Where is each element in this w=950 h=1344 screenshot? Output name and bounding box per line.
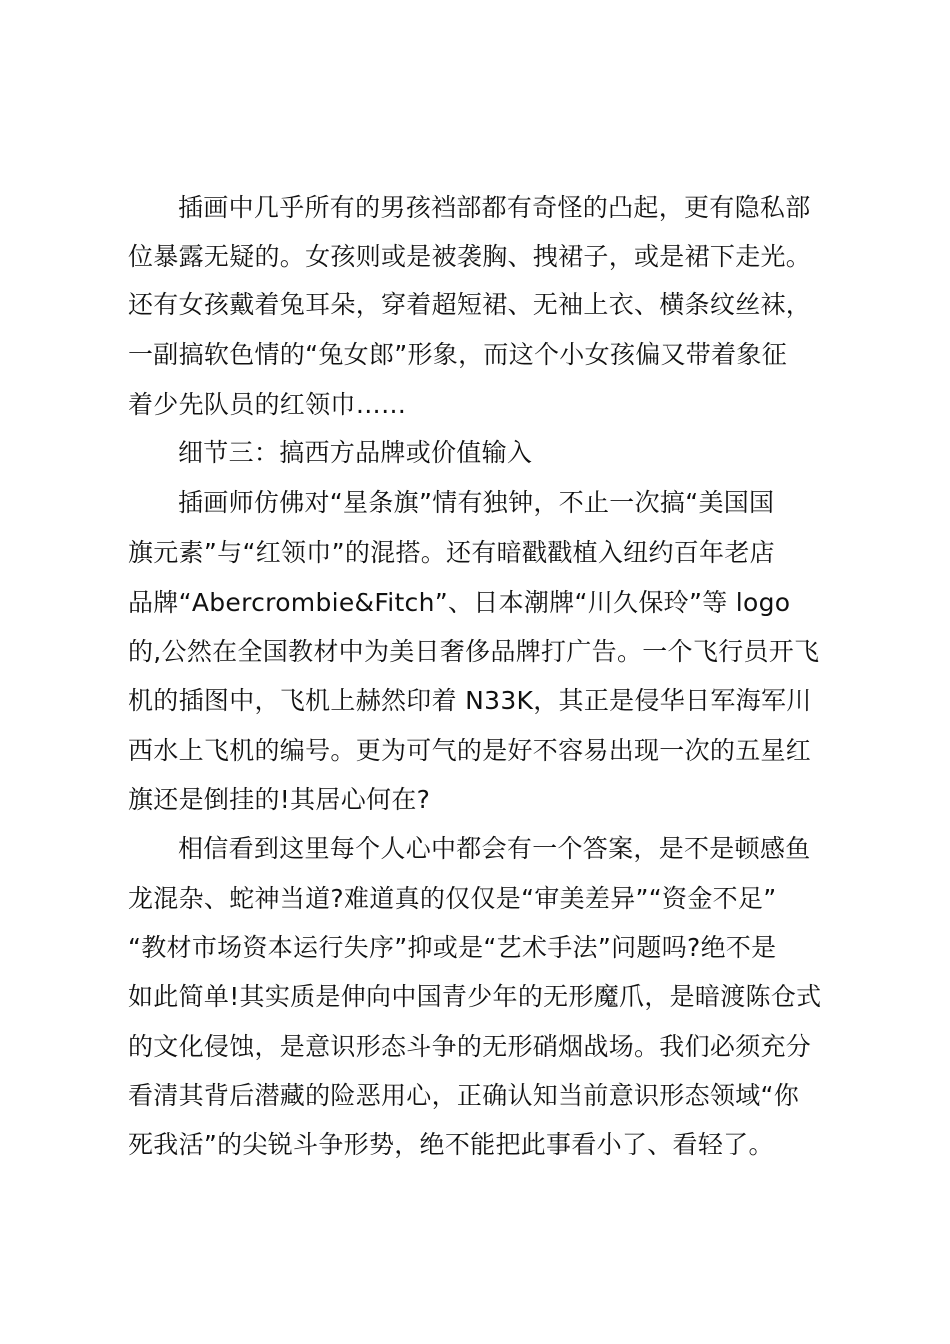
paragraph-line: 西水上飞机的编号。更为可气的是好不容易出现一次的五星红	[128, 736, 812, 765]
paragraph-line: 品牌“Abercrombie&Fitch”、日本潮牌“川久保玲”等 logo	[128, 588, 791, 617]
paragraph-line: 看清其背后潜藏的险恶用心，正确认知当前意识形态领域“你	[128, 1081, 800, 1110]
paragraph-line: 死我活”的尖锐斗争形势，绝不能把此事看小了、看轻了。	[128, 1130, 774, 1159]
paragraph-line: 位暴露无疑的。女孩则或是被袭胸、拽裙子，或是裙下走光。	[128, 242, 812, 271]
paragraph-line: 相信看到这里每个人心中都会有一个答案，是不是顿感鱼	[178, 834, 811, 863]
paragraph-line: 一副搞软色情的“兔女郎”形象，而这个小女孩偏又带着象征	[128, 340, 788, 369]
paragraph-line: 旗还是倒挂的!其居心何在?	[128, 785, 431, 814]
paragraph-line: 插画中几乎所有的男孩裆部都有奇怪的凸起，更有隐私部	[178, 193, 811, 222]
paragraph-line: 龙混杂、蛇神当道?难道真的仅仅是“审美差异”“资金不足”	[128, 884, 777, 913]
section-heading: 细节三：搞西方品牌或价值输入	[178, 438, 533, 467]
paragraph-line: 还有女孩戴着兔耳朵，穿着超短裙、无袖上衣、横条纹丝袜，	[128, 290, 812, 319]
paragraph-line: 插画师仿佛对“星条旗”情有独钟，不止一次搞“美国国	[178, 488, 775, 517]
paragraph-line: 着少先队员的红领巾……	[128, 390, 407, 419]
paragraph-line: 如此简单!其实质是伸向中国青少年的无形魔爪，是暗渡陈仓式	[128, 982, 822, 1011]
paragraph-line: “教材市场资本运行失序”抑或是“艺术手法”问题吗?绝不是	[128, 933, 777, 962]
paragraph-line: 的,公然在全国教材中为美日奢侈品牌打广告。一个飞行员开飞	[128, 637, 820, 666]
paragraph-line: 的文化侵蚀，是意识形态斗争的无形硝烟战场。我们必须充分	[128, 1032, 812, 1061]
paragraph-line: 旗元素”与“红领巾”的混搭。还有暗戳戳植入纽约百年老店	[128, 538, 775, 567]
paragraph-line: 机的插图中，飞机上赫然印着 N33K，其正是侵华日军海军川	[128, 686, 812, 715]
